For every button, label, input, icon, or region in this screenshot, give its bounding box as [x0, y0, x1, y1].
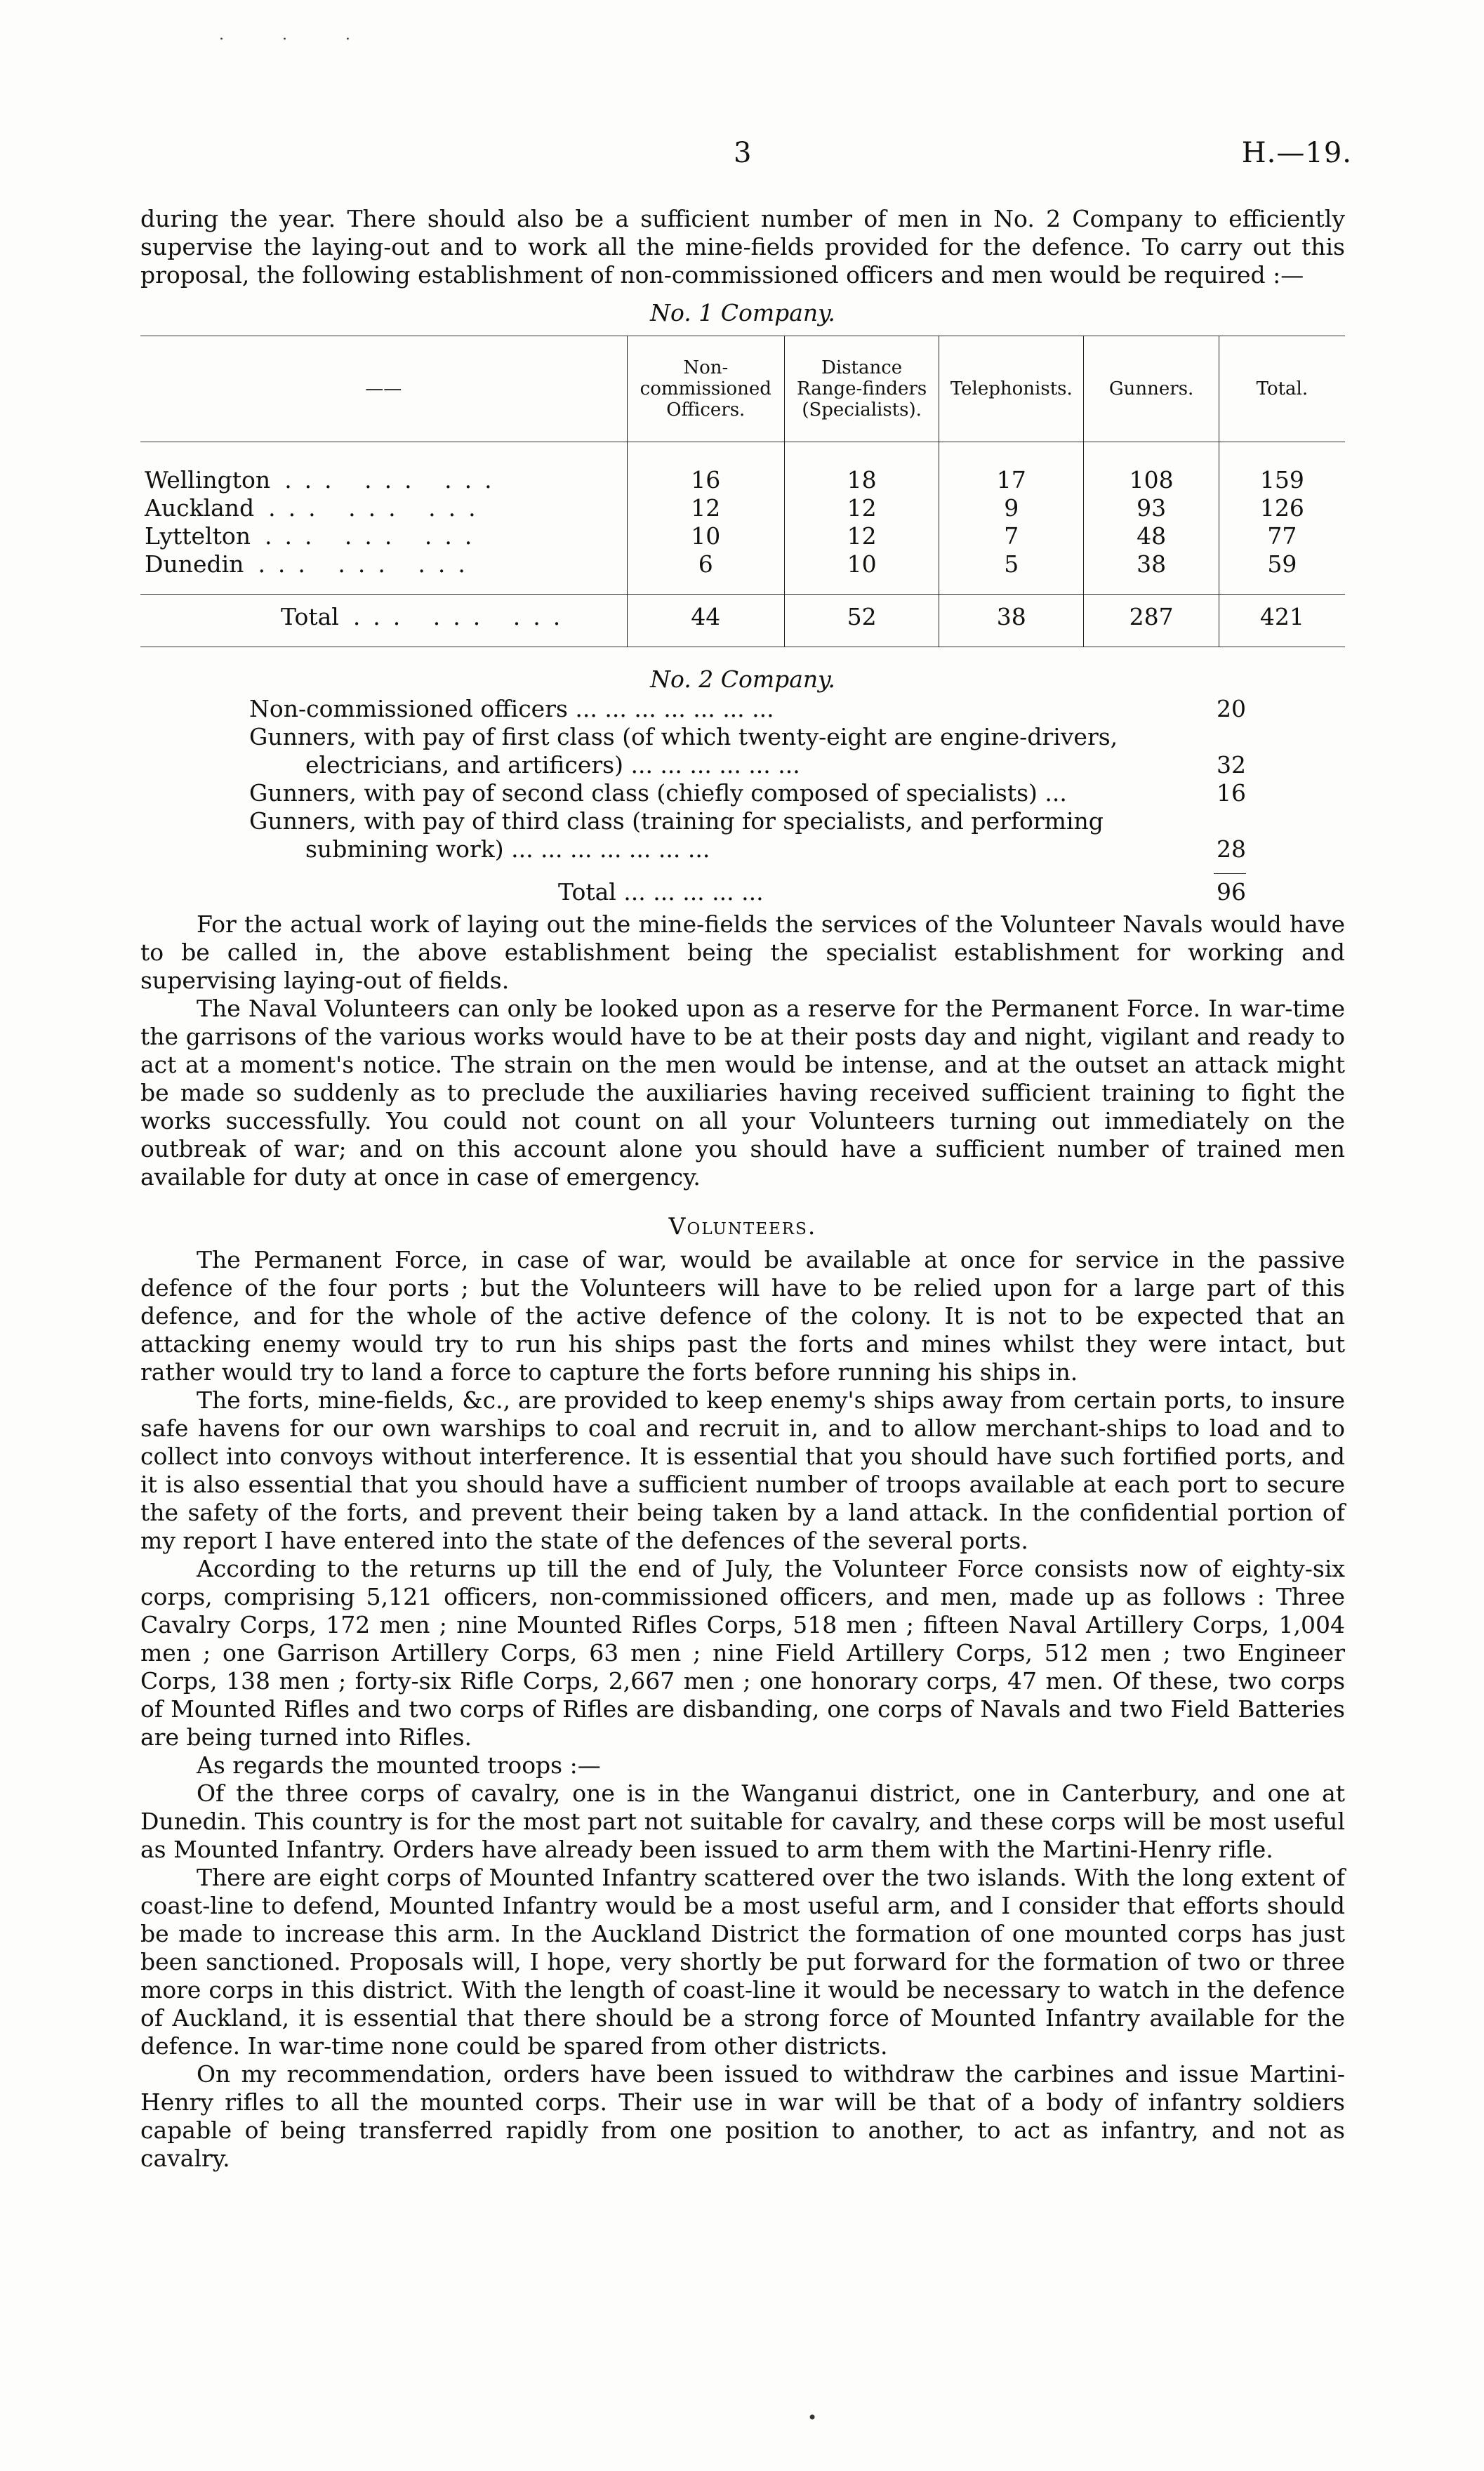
list-item	[249, 695, 1246, 723]
page-header	[0, 137, 1484, 179]
table-cell: 6	[627, 550, 785, 595]
page-body	[140, 205, 1345, 2173]
table-cell: 12	[627, 494, 785, 522]
table-cell: 12	[785, 522, 939, 550]
table-cell: 48	[1084, 522, 1219, 550]
leader-dots: ... ... ...	[352, 603, 574, 630]
table-cell: 126	[1219, 494, 1345, 522]
intro-paragraph: during the year. There should also be a sufficient number of men in No. 2 Company to efficiently supervise the laying-out and to work all the mine-fields provided for the defence. To carry out this proposal, the following establishment of non-commissioned officers and men would be required :—	[140, 205, 1345, 289]
leader-dots: ... ... ...	[284, 466, 505, 493]
total-cell: 44	[627, 595, 785, 647]
table-cell: 108	[1084, 442, 1219, 495]
list-item-text-continued: electricians, and artificers) ... ... ... ... ... ...	[305, 751, 800, 779]
company2-total-label: Total ... ... ... ... ...	[558, 878, 764, 906]
company2-list	[249, 695, 1246, 906]
company1-caption: No. 1 Company.	[650, 299, 835, 326]
column-header-rangefinders: Distance Range-finders (Specialists).	[785, 336, 939, 442]
row-label: Dunedin	[145, 550, 244, 578]
footer-mark: •	[807, 2408, 818, 2427]
paragraph: There are eight corps of Mounted Infantry scattered over the two islands. With the long extent of coast-line to defend, Mounted Infantry would be a most useful arm, and I consider that efforts should be made to increase this arm. In the Auckland District the formation of one mounted corps has just been sanctioned. Proposals will, I hope, very shortly be put forward for the formation of two or three more corps in this district. With the length of coast-line it would be necessary to watch in the defence of Auckland, it is essential that there should be a strong force of Mounted Infantry available for the defence. In war-time none could be spared from other districts.	[140, 1864, 1345, 2060]
company2-total	[249, 878, 1246, 906]
table-total-row	[140, 595, 1345, 647]
list-item-text: Gunners, with pay of second class (chiefly composed of specialists) ...	[249, 779, 1067, 807]
list-item-value: 32	[1217, 751, 1246, 779]
list-item	[249, 807, 1246, 863]
row-label: Wellington	[145, 466, 271, 493]
list-item-value: 16	[1217, 779, 1246, 807]
page-number: 3	[734, 137, 752, 169]
table-row	[140, 442, 1345, 495]
column-header-telephonists: Telephonists.	[939, 336, 1084, 442]
table-header-row	[140, 336, 1345, 442]
paragraph: The Permanent Force, in case of war, would be available at once for service in the passive defence of the four ports ; but the Volunteers will have to be relied upon for a large part of this defence, and for the whole of the active defence of the colony. It is not to be expected that an attacking enemy would try to run his ships past the forts and mines whilst they were intact, but rather would try to land a force to capture the forts before running his ships in.	[140, 1246, 1345, 1386]
paragraphs-b	[140, 1246, 1345, 2173]
list-item	[249, 779, 1246, 807]
total-cell: 38	[939, 595, 1084, 647]
total-cell: 287	[1084, 595, 1219, 647]
leader-dots: ... ... ...	[258, 550, 478, 578]
column-header-total: Total.	[1219, 336, 1345, 442]
sum-rule	[1214, 873, 1246, 874]
table-cell: 10	[785, 550, 939, 595]
paragraph: Of the three corps of cavalry, one is in the Wanganui district, one in Canterbury, and one at Dunedin. This country is for the most part not suitable for cavalry, and these corps will be most useful as Mounted Infantry. Orders have already been issued to arm them with the Martini-Henry rifle.	[140, 1780, 1345, 1863]
section-heading: Volunteers.	[668, 1212, 817, 1240]
list-item-text-continued: submining work) ... ... ... ... ... ... ...	[305, 835, 710, 863]
total-cell: 52	[785, 595, 939, 647]
company1-table	[140, 336, 1345, 647]
table-cell: 12	[785, 494, 939, 522]
column-header-blank: ——	[140, 336, 627, 442]
list-item-text: Gunners, with pay of first class (of which twenty-eight are engine-drivers,	[249, 723, 1118, 750]
column-header-nco: Non-commissioned Officers.	[627, 336, 785, 442]
table-cell: 16	[627, 442, 785, 495]
list-item-value: 20	[1217, 695, 1246, 722]
paragraph: For the actual work of laying out the mine-fields the services of the Volunteer Navals would have to be called in, the above establishment being the specialist establishment for working and supervising laying-out of fields.	[140, 910, 1345, 994]
table-cell: 59	[1219, 550, 1345, 595]
list-item-value: 28	[1217, 835, 1246, 863]
table-cell: 7	[939, 522, 1084, 550]
company2-caption: No. 2 Company.	[650, 665, 835, 693]
table-cell: 10	[627, 522, 785, 550]
table-cell: 93	[1084, 494, 1219, 522]
row-label: Auckland	[145, 494, 255, 522]
paragraph: According to the returns up till the end of July, the Volunteer Force consists now of eighty-six corps, comprising 5,121 officers, non-commissioned officers, and men, made up as follows : Three Cavalry Corps, 172 men ; nine Mounted Rifles Corps, 518 men ; fifteen Naval Artillery Corps, 1,004 men ; one Garrison Artillery Corps, 63 men ; nine Field Artillery Corps, 512 men ; two Engineer Corps, 138 men ; forty-six Rifle Corps, 2,667 men ; one honorary corps, 47 men. Of these, two corps of Mounted Rifles and two corps of Rifles are disbanding, one corps of Navals and two Field Batteries are being turned into Rifles.	[140, 1555, 1345, 1751]
list-item-text: Non-commissioned officers ... ... ... ... ... ... ...	[249, 695, 774, 722]
table-cell: 18	[785, 442, 939, 495]
row-label: Lyttelton	[145, 522, 251, 550]
paragraph: As regards the mounted troops :—	[197, 1751, 601, 1779]
table-cell: 9	[939, 494, 1084, 522]
column-header-gunners: Gunners.	[1084, 336, 1219, 442]
leader-dots: ... ... ...	[264, 522, 485, 550]
top-marks: · · ·	[219, 31, 377, 48]
list-item-text: Gunners, with pay of third class (training for specialists, and performing	[249, 807, 1104, 835]
table-row	[140, 522, 1345, 550]
total-cell: 421	[1219, 595, 1345, 647]
leader-dots: ... ... ...	[268, 494, 489, 522]
list-item	[249, 723, 1246, 779]
paragraph: The forts, mine-fields, &c., are provided to keep enemy's ships away from certain ports, to insure safe havens for our own warships to coal and recruit in, and to allow merchant-ships to load and to collect into convoys without interference. It is essential that you should have such fortified ports, and it is also essential that you should have a sufficient number of troops available at each port to secure the safety of the forts, and prevent their being taken by a land attack. In the confidential portion of my report I have entered into the state of the defences of the several ports.	[140, 1386, 1345, 1554]
table-cell: 17	[939, 442, 1084, 495]
table-row	[140, 550, 1345, 595]
table-cell: 5	[939, 550, 1084, 595]
table-cell: 77	[1219, 522, 1345, 550]
table-cell: 38	[1084, 550, 1219, 595]
company2-total-value: 96	[1217, 878, 1246, 906]
total-label: Total	[281, 603, 339, 630]
document-reference: H.—19.	[1241, 137, 1352, 169]
table-cell: 159	[1219, 442, 1345, 495]
paragraph: On my recommendation, orders have been issued to withdraw the carbines and issue Martini-Henry rifles to all the mounted corps. Their use in war will be that of a body of infantry soldiers capable of being transferred rapidly from one position to another, to act as infantry, and not as cavalry.	[140, 2060, 1345, 2172]
paragraph: The Naval Volunteers can only be looked upon as a reserve for the Permanent Force. In war-time the garrisons of the various works would have to be at their posts day and night, vigilant and ready to act at a moment's notice. The strain on the men would be intense, and at the outset an attack might be made so suddenly as to preclude the auxiliaries having received sufficient training to fight the works successfully. You could not count on all your Volunteers turning out immediately on the outbreak of war; and on this account alone you should have a sufficient number of trained men available for duty at once in case of emergency.	[140, 995, 1345, 1191]
table-row	[140, 494, 1345, 522]
paragraphs-a	[140, 910, 1345, 1191]
